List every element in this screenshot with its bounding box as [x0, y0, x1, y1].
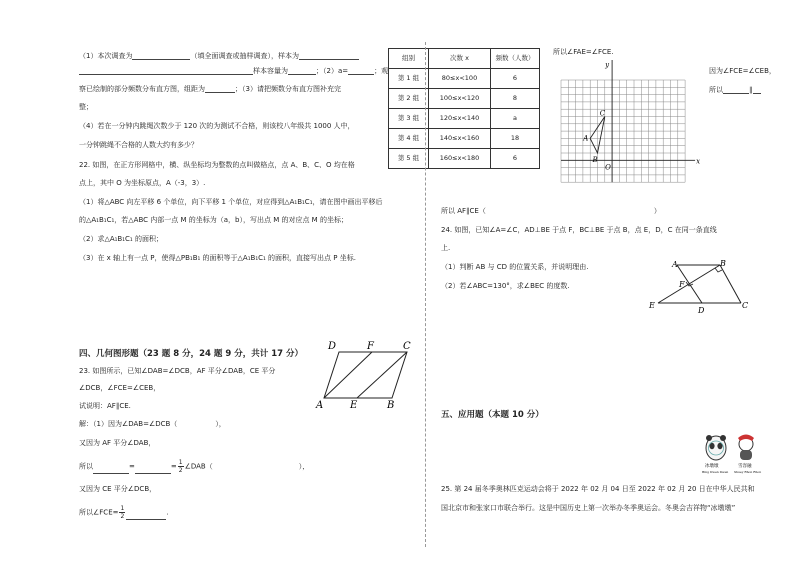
- text: .: [166, 508, 169, 517]
- table-cell: 第 5 组: [389, 149, 429, 169]
- label-e: E: [649, 301, 655, 310]
- table-cell: 6: [491, 69, 540, 89]
- q-continued-line-3: [79, 86, 341, 93]
- coordinate-grid-figure: [557, 60, 705, 185]
- table-cell: 80≤x<100: [429, 69, 491, 89]
- right-angle-mark-b: [715, 268, 722, 272]
- table-header-cell: 频数（人数）: [491, 49, 540, 69]
- q23-right-line-2: 因为∠FCE=∠CEB，: [709, 67, 776, 75]
- q23-line-4: [79, 421, 226, 428]
- answer-blank[interactable]: [753, 93, 761, 94]
- q22-line-1: 22. 如图，在正方形网格中，横、纵坐标均为整数的点叫做格点，点 A、B、C、O 均在格: [79, 161, 355, 169]
- q-continued-line-1: [79, 53, 359, 60]
- q-continued-line-2: [79, 68, 388, 75]
- fraction-half: [178, 459, 184, 474]
- answer-blank[interactable]: [135, 473, 171, 474]
- table-row: [389, 149, 540, 169]
- q24-figure: [646, 258, 756, 316]
- table-cell: 120≤x<140: [429, 109, 491, 129]
- text: ；（3）请把频数分布直方图补充完: [235, 85, 341, 93]
- q22-line-4: 的△A₁B₁C₁，若△ABC 内部一点 M 的坐标为（a，b），写出点 M 的对应点 M 的坐标；: [79, 216, 348, 224]
- label-e: E: [350, 400, 358, 411]
- olympic-mascots-illustration: [700, 432, 766, 476]
- text: ∠DAB（: [184, 462, 213, 471]
- table-cell: 第 2 组: [389, 89, 429, 109]
- table-header-cell: 次数 x: [429, 49, 491, 69]
- text: 所以: [709, 86, 723, 94]
- label-b: B: [720, 259, 726, 268]
- fraction-half: [119, 505, 125, 520]
- q23-line-5: 又因为 AF 平分∠DAB，: [79, 439, 156, 447]
- text: 所以: [79, 462, 93, 471]
- q25-line-2: 国北京市和张家口市联合举行。这是中国历史上第一次举办冬季奥运会。冬奥会吉祥物“冰墩墩”: [441, 504, 736, 512]
- q23-line-6: [79, 459, 309, 474]
- q23-right-line-1: 所以∠FAE=∠FCE.: [553, 48, 614, 56]
- table-cell: 100≤x<120: [429, 89, 491, 109]
- text: =: [170, 462, 177, 471]
- table-cell: 8: [491, 89, 540, 109]
- q24-line-1: 24. 如图，已知∠A=∠C，AD⊥BE 于点 F，BC⊥BE 于点 B，点 E，D，C 在同一条直线: [441, 226, 717, 234]
- mascot-left-name-zh: 冰墩墩: [705, 464, 719, 469]
- frequency-table: [388, 48, 540, 169]
- text: ）: [653, 207, 661, 215]
- text: 所以∠FCE=: [79, 508, 119, 517]
- q22-line-6: （3）在 x 轴上有一点 P，使得△PB₁B₁ 的面积等于△A₁B₁C₁ 的面积，直接写出点 P 坐标.: [79, 254, 356, 262]
- label-f: F: [367, 341, 374, 352]
- table-cell: 18: [491, 129, 540, 149]
- answer-blank[interactable]: [126, 519, 166, 520]
- mascot-right-name-en: Shuey Rhon Rhon: [734, 470, 762, 474]
- text: 解：（1）因为∠DAB=∠DCB（: [79, 420, 178, 428]
- q25-line-1: 25. 第 24 届冬季奥林匹克运动会将于 2022 年 02 月 04 日至 2022 年 02 月 20 日在中华人民共和: [441, 485, 755, 493]
- label-b: B: [592, 156, 598, 164]
- table-row: [389, 129, 540, 149]
- text: ∥: [749, 86, 753, 94]
- text: ；观: [374, 67, 389, 75]
- q22-line-2: 点上，其中 O 为坐标原点，A（-3，3）.: [79, 179, 206, 187]
- table-cell: 第 1 组: [389, 69, 429, 89]
- q23-line-1: 23. 如图所示，已知∠DAB=∠DCB，AF 平分∠DAB，CE 平分: [79, 367, 276, 375]
- table-cell: a: [491, 109, 540, 129]
- text: ；（2）a=: [316, 67, 349, 75]
- label-a: A: [583, 134, 589, 143]
- text: =: [129, 462, 135, 471]
- q23-right-line-4: [441, 208, 661, 215]
- section-4-title: 四、几何图形题（23 题 8 分，24 题 9 分，共计 17 分）: [79, 349, 303, 359]
- table-row: [389, 89, 540, 109]
- q22-line-5: （2）求△A₁B₁C₁ 的面积；: [79, 235, 163, 243]
- label-c: C: [742, 301, 749, 310]
- table-row: [389, 109, 540, 129]
- label-c: C: [403, 341, 411, 352]
- shuey-rhon-rhon-body: [740, 450, 752, 460]
- answer-blank[interactable]: [723, 93, 749, 94]
- q24-line-2: 上.: [441, 244, 451, 252]
- q23-right-line-3: [709, 87, 761, 94]
- bing-dwen-dwen-ear: [706, 435, 712, 441]
- label-o: O: [605, 163, 611, 172]
- text: 察已绘制的部分频数分布直方图，组距为: [79, 85, 205, 93]
- answer-blank[interactable]: [288, 74, 316, 75]
- q23-line-7: 又因为 CE 平分∠DCB，: [79, 485, 157, 493]
- table-cell: 6: [491, 149, 540, 169]
- label-a: A: [316, 400, 324, 411]
- q-continued-line-6: 一分钟跳绳不合格的人数大约有多少？: [79, 141, 198, 149]
- answer-blank[interactable]: [132, 59, 190, 60]
- table-cell: 140≤x<160: [429, 129, 491, 149]
- column-divider: [425, 42, 426, 547]
- answer-blank[interactable]: [93, 473, 129, 474]
- section-5-title: 五、应用题（本题 10 分）: [441, 410, 544, 420]
- q23-line-8: [79, 505, 169, 520]
- text: ），: [298, 462, 310, 471]
- table-cell: 第 4 组: [389, 129, 429, 149]
- fraction-numerator: 1: [120, 505, 125, 512]
- mascot-right-name-zh: 雪容融: [738, 464, 752, 469]
- q24-line-3: （1）判断 AB 与 CD 的位置关系，并说明理由.: [441, 263, 589, 271]
- q-continued-line-4: 整；: [79, 103, 93, 111]
- answer-blank[interactable]: [348, 74, 374, 75]
- table-cell: 第 3 组: [389, 109, 429, 129]
- q23-line-2: ∠DCB，∠FCE=∠CEB，: [79, 384, 161, 392]
- text: 样本容量为: [253, 67, 288, 75]
- fraction-numerator: 1: [178, 459, 183, 466]
- table-header-cell: 组别: [389, 49, 429, 69]
- label-c: C: [599, 109, 606, 118]
- label-d: D: [328, 341, 337, 352]
- q22-line-3: （1）将△ABC 向左平移 6 个单位，向下平移 1 个单位，对应得到△A₁B₁C₁，请在图中画出平移后: [79, 198, 383, 206]
- bing-dwen-dwen-ear: [720, 435, 726, 441]
- mascot-left-name-en: Bing Dwen Dwen: [702, 470, 729, 474]
- q23-line-3: 试说明：AF∥CE.: [79, 402, 131, 410]
- parallelogram-figure: [312, 338, 422, 413]
- table-cell: 160≤x<180: [429, 149, 491, 169]
- label-f: F: [679, 280, 685, 289]
- fraction-denominator: 2: [178, 467, 183, 474]
- table-header-row: [389, 49, 540, 69]
- segment-bc: [720, 265, 741, 303]
- fraction-denominator: 2: [120, 513, 125, 520]
- text: （1）本次调查为: [79, 52, 133, 60]
- segment-eb: [658, 265, 720, 303]
- answer-blank[interactable]: [299, 59, 359, 60]
- text: 所以 AF∥CE（: [441, 207, 486, 215]
- label-x: x: [696, 157, 701, 166]
- answer-blank[interactable]: [79, 74, 253, 75]
- table-row: [389, 69, 540, 89]
- label-b: B: [387, 400, 395, 411]
- label-y: y: [605, 61, 610, 69]
- text: （填全面调查或抽样调查），样本为: [190, 52, 299, 60]
- label-d: D: [698, 306, 705, 315]
- q-continued-line-5: （4）若在一分钟内跳绳次数少于 120 次的为测试不合格，则该校八年级共 1000 人中，: [79, 122, 355, 130]
- q24-line-4: （2）若∠ABC=130°，求∠BEC 的度数.: [441, 282, 570, 290]
- label-a: A: [672, 260, 678, 269]
- answer-blank[interactable]: [205, 92, 235, 93]
- text: ），: [215, 420, 226, 428]
